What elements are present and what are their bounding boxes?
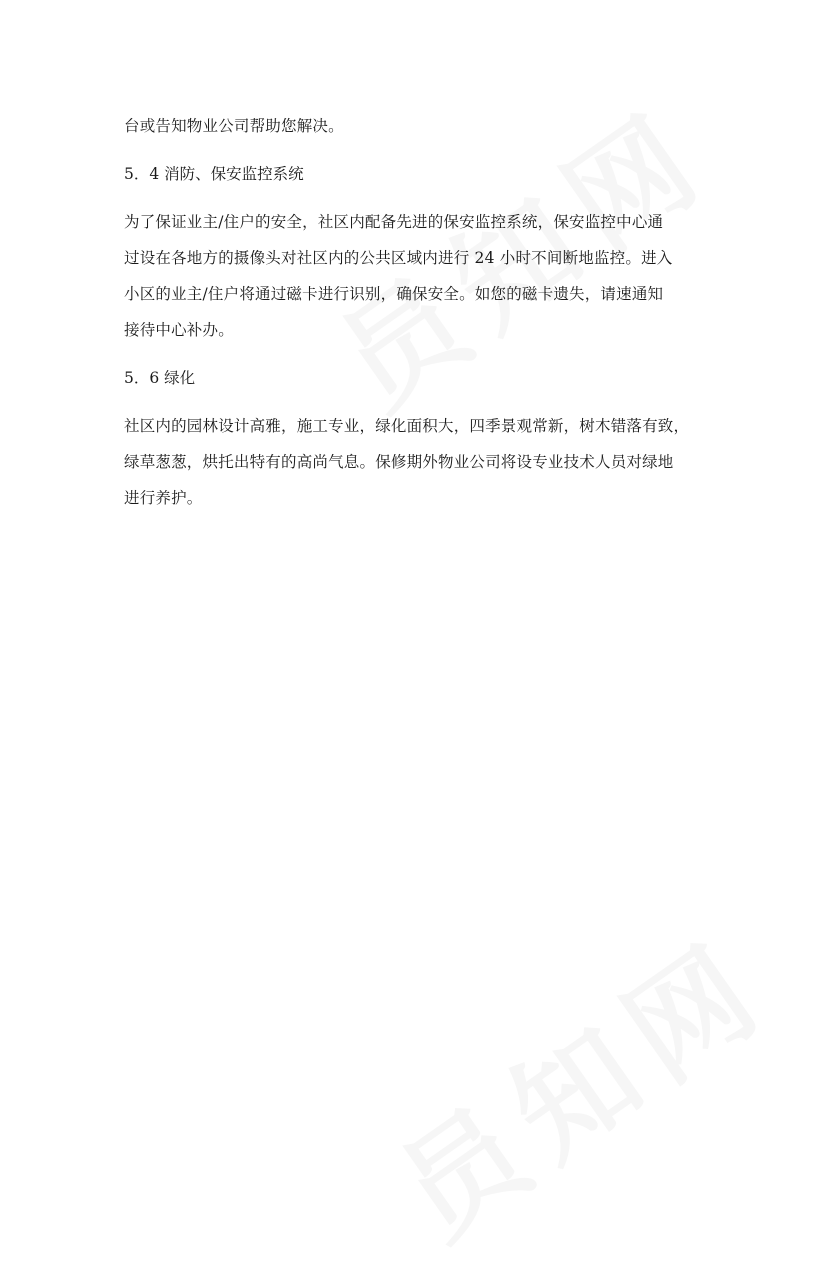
text-line: 为了保证业主/住户的安全，社区内配备先进的保安监控系统，保安监控中心通 <box>124 213 664 231</box>
text-line: 进行养护。 <box>124 489 203 507</box>
document-content <box>124 108 716 516</box>
text-line: 绿草葱葱，烘托出特有的高尚气息。保修期外物业公司将设专业技术人员对绿地 <box>124 453 674 471</box>
text-line: 接待中心补办。 <box>124 321 234 339</box>
paragraph-security-system <box>124 204 716 348</box>
paragraph-greening <box>124 408 716 516</box>
section-heading-5-4: 5．4 消防、保安监控系统 <box>124 165 304 183</box>
watermark-bottom <box>360 893 798 1271</box>
text-line: 过设在各地方的摄像头对社区内的公共区域内进行 24 小时不间断地监控。进入 <box>124 249 673 267</box>
text-line: 社区内的园林设计高雅，施工专业，绿化面积大，四季景观常新，树木错落有致， <box>124 417 690 435</box>
section-heading-5-6: 5．6 绿化 <box>124 369 196 387</box>
text-line: 小区的业主/住户将通过磁卡进行识别，确保安全。如您的磁卡遗失，请速通知 <box>124 285 664 303</box>
text-line: 台或告知物业公司帮助您解决。 <box>124 117 344 135</box>
paragraph-intro-tail <box>124 108 716 144</box>
